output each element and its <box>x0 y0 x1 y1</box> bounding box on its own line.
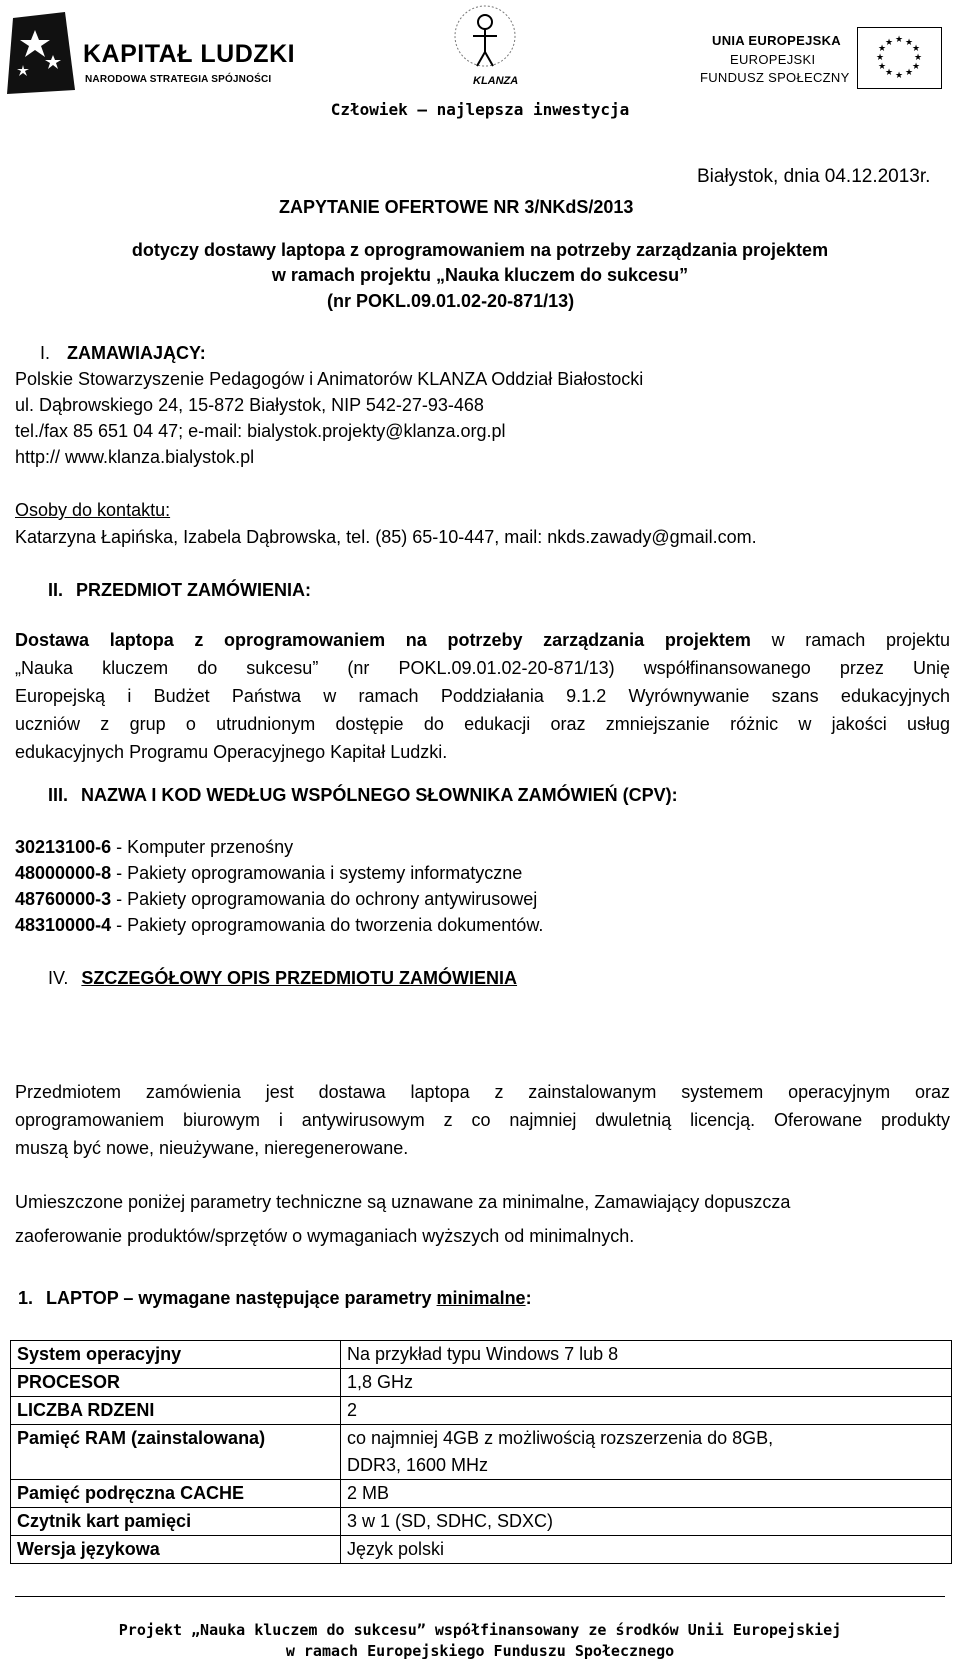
document-title: ZAPYTANIE OFERTOWE NR 3/NKdS/2013 <box>279 197 634 217</box>
section3-number: III. <box>48 785 69 805</box>
section4-p1-line-3: muszą być nowe, nieużywane, nieregenerowane. <box>15 1138 409 1158</box>
section2-number: II. <box>48 580 64 600</box>
table-row <box>11 1508 952 1536</box>
eu-logo-line3: FUNDUSZ SPOŁECZNY <box>700 70 850 85</box>
section4-p2-line-1: Umieszczone poniżej parametry techniczne są uznawane za minimalne, Zamawiający dopuszcza <box>15 1192 791 1212</box>
laptop-title-minimal: minimalne <box>436 1288 526 1308</box>
cpv-item <box>15 885 537 913</box>
section2-line-1 <box>15 626 950 654</box>
spec-value: Język polski <box>341 1536 952 1564</box>
contact-persons: Katarzyna Łapińska, Izabela Dąbrowska, tel. (85) 65-10-447, mail: nkds.zawady@gmail.com. <box>15 527 757 547</box>
section3-title: NAZWA I KOD WEDŁUG WSPÓLNEGO SŁOWNIKA ZAMÓWIEŃ (CPV): <box>81 785 678 805</box>
cpv-code: 30213100-6 <box>15 837 112 857</box>
section2-title: PRZEDMIOT ZAMÓWIENIA: <box>76 580 312 600</box>
svg-text:★: ★ <box>875 53 885 63</box>
section2-line1-rest: w ramach projektu <box>771 630 950 650</box>
klanza-logo-text: KLANZA <box>473 75 519 87</box>
table-row <box>11 1341 952 1369</box>
subject-line-2: w ramach projektu „Nauka kluczem do sukcesu” <box>271 265 689 285</box>
section4-p1-line-2: oprogramowaniem biurowym i antywirusowym z co najmniej dwuletnią licencją. Oferowane produkty <box>15 1110 950 1130</box>
section4-paragraph-1 <box>15 1078 950 1162</box>
table-row <box>11 1480 952 1508</box>
cpv-item <box>15 911 543 939</box>
laptop-title-colon: : <box>525 1288 532 1308</box>
spec-value: 3 w 1 (SD, SDHC, SDXC) <box>341 1508 952 1536</box>
eu-logo-line2: EUROPEJSKI <box>730 52 816 67</box>
logo-title: KAPITAŁ LUDZKI <box>83 40 296 68</box>
subject-line-1: dotyczy dostawy laptopa z oprogramowaniem na potrzeby zarządzania projektem <box>131 240 829 260</box>
section2-line-4: uczniów z grup o utrudnionym dostępie do edukacji oraz zmniejszanie różnic w jakości usług <box>15 714 950 734</box>
cpv-code: 48310000-4 <box>15 915 112 935</box>
cpv-item <box>15 833 293 861</box>
section3-heading <box>48 781 678 809</box>
footer-divider <box>15 1596 945 1597</box>
orderer-name: Polskie Stowarzyszenie Pedagogów i Animatorów KLANZA Oddział Białostocki <box>15 369 644 389</box>
section1-number: I. <box>40 343 51 363</box>
svg-text:★: ★ <box>877 62 887 72</box>
spec-value-line2: DDR3, 1600 MHz <box>347 1455 489 1475</box>
section2-lead: Dostawa laptopa z oprogramowaniem na potrzeby zarządzania projektem <box>15 630 751 650</box>
spec-value: 2 <box>341 1397 952 1425</box>
footer-line-2: w ramach Europejskiego Funduszu Społecznego <box>285 1642 675 1660</box>
spec-key: Czytnik kart pamięci <box>11 1508 341 1536</box>
svg-text:★: ★ <box>913 53 923 63</box>
table-row <box>11 1536 952 1564</box>
spec-key: Pamięć RAM (zainstalowana) <box>11 1425 341 1480</box>
spec-value-line1: co najmniej 4GB z możliwością rozszerzenia do 8GB, <box>347 1428 774 1448</box>
cpv-item <box>15 859 522 887</box>
section4-title: SZCZEGÓŁOWY OPIS PRZEDMIOTU ZAMÓWIENIA <box>81 968 518 988</box>
cpv-desc: - Pakiety oprogramowania i systemy informatyczne <box>111 863 523 883</box>
cpv-desc: - Pakiety oprogramowania do ochrony antywirusowej <box>111 889 538 909</box>
spec-value <box>341 1425 952 1480</box>
orderer-address: ul. Dąbrowskiego 24, 15-872 Białystok, NIP 542-27-93-468 <box>15 395 484 415</box>
logo-subtitle: NARODOWA STRATEGIA SPÓJNOŚCI <box>85 74 272 85</box>
svg-text:★: ★ <box>911 44 921 54</box>
subject-line-3: (nr POKL.09.01.02-20-871/13) <box>327 291 575 311</box>
laptop-number: 1. <box>18 1288 34 1308</box>
spec-key: LICZBA RDZENI <box>11 1397 341 1425</box>
laptop-spec-table <box>10 1340 952 1564</box>
laptop-title: LAPTOP – wymagane następujące parametry <box>46 1288 432 1308</box>
cpv-desc: - Pakiety oprogramowania do tworzenia dokumentów. <box>111 915 544 935</box>
svg-text:★: ★ <box>911 62 921 72</box>
spec-key: PROCESOR <box>11 1369 341 1397</box>
section2-body <box>15 626 950 766</box>
section4-number: IV. <box>48 968 69 988</box>
section2-heading <box>48 576 311 604</box>
section2-line-5: edukacyjnych Programu Operacyjnego Kapitał Ludzki. <box>15 742 448 762</box>
orderer-phone-email: tel./fax 85 651 04 47; e-mail: bialystok.projekty@klanza.org.pl <box>15 421 506 441</box>
footer-line-1: Projekt „Nauka kluczem do sukcesu” współfinansowany ze środków Unii Europejskiej <box>118 1621 842 1639</box>
spec-key: Pamięć podręczna CACHE <box>11 1480 341 1508</box>
kapital-ludzki-logo <box>5 10 305 95</box>
spec-value: 1,8 GHz <box>341 1369 952 1397</box>
table-row <box>11 1369 952 1397</box>
spec-value: Na przykład typu Windows 7 lub 8 <box>341 1341 952 1369</box>
spec-key: Wersja językowa <box>11 1536 341 1564</box>
section4-p2-line-2: zaoferowanie produktów/sprzętów o wymaganiach wyższych od minimalnych. <box>15 1226 635 1246</box>
orderer-website: http:// www.klanza.bialystok.pl <box>15 447 255 467</box>
kapital-ludzki-emblem-icon <box>5 10 77 95</box>
table-row <box>11 1397 952 1425</box>
section2-line-3: Europejską i Budżet Państwa w ramach Poddziałania 9.1.2 Wyrównywanie szans edukacyjnych <box>15 686 950 706</box>
cpv-desc: - Komputer przenośny <box>111 837 294 857</box>
klanza-logo <box>445 0 525 95</box>
section2-line-2: „Nauka kluczem do sukcesu” (nr POKL.09.01.02-20-871/13) współfinansowanego przez Unię <box>15 658 950 678</box>
eu-logo-line1: UNIA EUROPEJSKA <box>712 33 841 48</box>
svg-text:★: ★ <box>877 44 887 54</box>
section1-title: ZAMAWIAJĄCY: <box>67 343 206 363</box>
spec-value: 2 MB <box>341 1480 952 1508</box>
table-row <box>11 1425 952 1480</box>
svg-text:★: ★ <box>904 68 914 78</box>
contact-label: Osoby do kontaktu: <box>15 500 171 520</box>
document-date: Białystok, dnia 04.12.2013r. <box>697 166 931 187</box>
svg-text:★: ★ <box>904 38 914 48</box>
motto: Człowiek – najlepsza inwestycja <box>330 100 630 119</box>
eu-logo <box>700 25 945 95</box>
section4-heading <box>48 964 517 992</box>
svg-text:★: ★ <box>884 38 894 48</box>
svg-text:★: ★ <box>894 71 904 81</box>
eu-flag-icon <box>857 27 942 89</box>
spec-key: System operacyjny <box>11 1341 341 1369</box>
section1-heading <box>40 339 206 367</box>
laptop-heading <box>18 1284 532 1312</box>
cpv-code: 48000000-8 <box>15 863 112 883</box>
svg-text:★: ★ <box>884 68 894 78</box>
svg-text:★: ★ <box>894 35 904 45</box>
cpv-code: 48760000-3 <box>15 889 112 909</box>
section4-p1-line-1: Przedmiotem zamówienia jest dostawa laptopa z zainstalowanym systemem operacyjnym oraz <box>15 1082 950 1102</box>
klanza-figure-icon <box>445 0 525 80</box>
